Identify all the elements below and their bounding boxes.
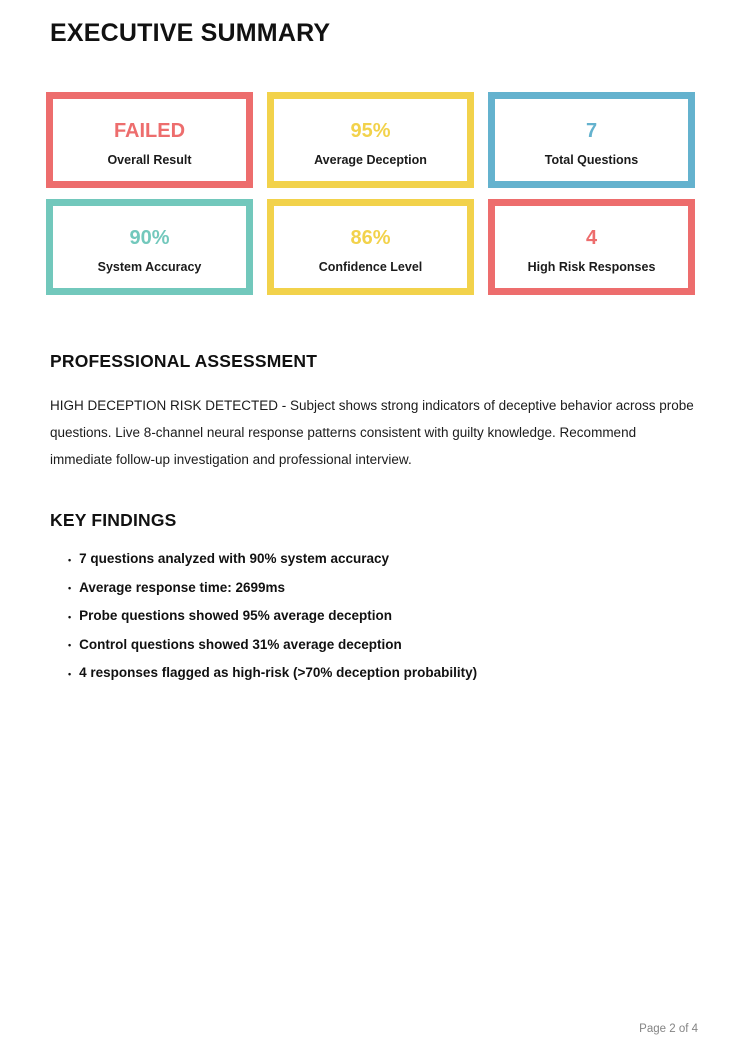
stat-label: System Accuracy xyxy=(97,259,202,274)
stat-card-total-questions xyxy=(488,92,695,188)
bullet-icon: • xyxy=(68,554,72,565)
professional-assessment-section xyxy=(46,351,697,473)
stat-label: Total Questions xyxy=(544,152,639,167)
page-title: EXECUTIVE SUMMARY xyxy=(50,19,331,47)
stat-card-confidence-level xyxy=(267,199,474,295)
stat-label: Overall Result xyxy=(107,152,192,167)
stat-card-high-risk-responses xyxy=(488,199,695,295)
bullet-icon: • xyxy=(68,611,72,622)
stat-value: 4 xyxy=(585,226,598,249)
finding-item xyxy=(68,551,697,568)
stat-card-overall-result xyxy=(46,92,253,188)
finding-text: Probe questions showed 95% average deception xyxy=(79,608,392,623)
finding-item xyxy=(68,608,697,625)
stat-value: 90% xyxy=(129,226,170,249)
page-content xyxy=(0,19,743,682)
stat-label: Average Deception xyxy=(314,152,427,167)
bullet-icon: • xyxy=(68,640,72,650)
findings-heading: KEY FINDINGS xyxy=(50,510,177,530)
bullet-icon: • xyxy=(68,583,72,593)
finding-text: Control questions showed 31% average deception xyxy=(79,636,402,652)
stat-card-grid xyxy=(46,92,697,295)
stat-value: 95% xyxy=(350,119,391,142)
finding-item xyxy=(68,665,697,682)
stat-value: 86% xyxy=(350,226,391,249)
finding-item xyxy=(68,580,697,597)
finding-item xyxy=(68,637,697,654)
page-number: Page 2 of 4 xyxy=(639,1023,698,1035)
stat-label: High Risk Responses xyxy=(527,259,656,274)
finding-text: 7 questions analyzed with 90% system accuracy xyxy=(79,551,390,566)
assessment-heading: PROFESSIONAL ASSESSMENT xyxy=(50,351,318,371)
bullet-icon: • xyxy=(68,668,72,679)
stat-card-system-accuracy xyxy=(46,199,253,295)
finding-text: 4 responses flagged as high-risk (>70% deception probability) xyxy=(79,665,478,680)
stat-value: FAILED xyxy=(113,119,186,142)
stat-card-average-deception xyxy=(267,92,474,188)
finding-text: Average response time: 2699ms xyxy=(79,579,286,595)
key-findings-section xyxy=(46,510,697,682)
stat-value: 7 xyxy=(585,119,598,142)
assessment-body-text: HIGH DECEPTION RISK DETECTED - Subject shows strong indicators of deceptive behavior across probe questions. Live 8-channel neural response patterns consistent with guilty knowledge. Recommend immediate follow-up investigation and professional interview. xyxy=(50,398,694,467)
findings-list xyxy=(46,551,697,682)
report-page xyxy=(0,19,743,1063)
stat-label: Confidence Level xyxy=(318,259,423,274)
